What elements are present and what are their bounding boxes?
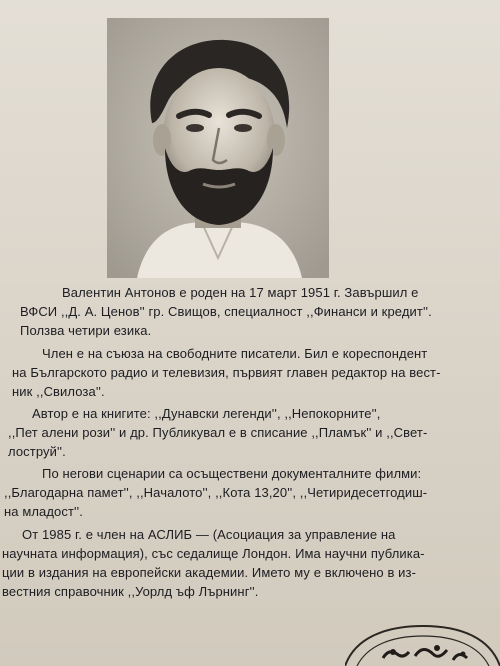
- bio-line: ,,Благодарна памет'', ,,Началото'', ,,Кота 13,20'', ,,Четиридесетгодиш-: [4, 485, 428, 500]
- bio-line: По негови сценарии са осъществени документалните филми:: [42, 466, 422, 481]
- bio-line: Автор е на книгите: ,,Дунавски легенди'', ,,Непокорните'',: [32, 406, 381, 421]
- bio-line: на Българското радио и телевизия, първият главен редактор на вест-: [12, 365, 441, 380]
- author-photo: [107, 18, 329, 278]
- bio-line: на младост''.: [4, 504, 83, 519]
- bio-line: От 1985 г. е член на АСЛИБ — (Асоциация за управление на: [22, 527, 396, 542]
- bio-line: лоструй''.: [8, 444, 66, 459]
- ornament-decoration: [345, 618, 500, 666]
- bio-line: ник ,,Свилоза''.: [12, 384, 105, 399]
- bio-line: ,,Пет алени рози'' и др. Публикувал е в списание ,,Пламък'' и ,,Свет-: [8, 425, 428, 440]
- biography-text: [0, 282, 500, 612]
- bio-line: ции в издания на европейски академии. Името му е включено в из-: [2, 565, 417, 580]
- bio-line: Ползва четири езика.: [20, 323, 152, 338]
- bio-line: научната информация), със седалище Лондон. Има научни публика-: [2, 546, 425, 561]
- author-portrait-image: [107, 18, 329, 278]
- bio-line: Валентин Антонов е роден на 17 март 1951 г. Завършил е: [62, 285, 419, 300]
- bio-line: Член е на съюза на свободните писатели. Бил е кореспондент: [42, 346, 428, 361]
- bio-line: ВФСИ ,,Д. А. Ценов'' гр. Свищов, специалност ,,Финанси и кредит''.: [20, 304, 432, 319]
- bio-line: вестния справочник ,,Уорлд ъф Лърнинг''.: [2, 584, 259, 599]
